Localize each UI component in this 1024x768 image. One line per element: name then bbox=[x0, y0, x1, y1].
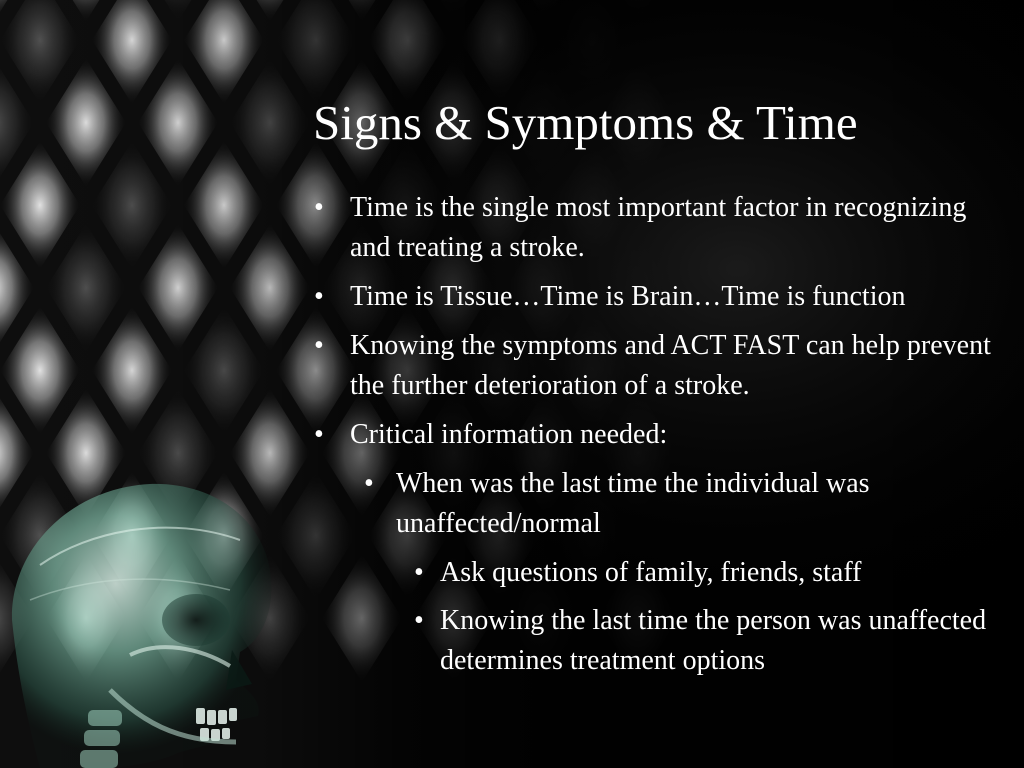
bullet-icon: • bbox=[364, 468, 374, 499]
bullet-icon: • bbox=[414, 605, 424, 636]
bullet-item bbox=[310, 415, 1010, 455]
bullet-text: Critical information needed: bbox=[350, 419, 668, 450]
bullet-item bbox=[310, 277, 1010, 317]
bullet-text: Time is the single most important factor in recognizing and treating a stroke. bbox=[350, 192, 967, 263]
bullet-item bbox=[310, 326, 1010, 406]
bullet-list bbox=[310, 188, 1010, 689]
bullet-text: Knowing the symptoms and ACT FAST can help prevent the further deterioration of a stroke. bbox=[350, 330, 991, 401]
bullet-icon: • bbox=[314, 192, 324, 223]
sub-sub-bullet-item bbox=[310, 553, 1010, 593]
bullet-icon: • bbox=[314, 330, 324, 361]
bullet-icon: • bbox=[414, 557, 424, 588]
slide-title: Signs & Symptoms & Time bbox=[313, 95, 858, 150]
bullet-text: When was the last time the individual was unaffected/normal bbox=[396, 468, 870, 539]
bullet-text: Knowing the last time the person was unaffected determines treatment options bbox=[440, 605, 987, 676]
bullet-text: Time is Tissue…Time is Brain…Time is function bbox=[350, 281, 906, 312]
bullet-text: Ask questions of family, friends, staff bbox=[440, 557, 862, 588]
bullet-item bbox=[310, 188, 1010, 268]
sub-sub-bullet-item bbox=[310, 601, 1000, 681]
bullet-icon: • bbox=[314, 281, 324, 312]
skull-xray-image bbox=[0, 470, 300, 768]
sub-bullet-item bbox=[310, 464, 1010, 544]
bullet-icon: • bbox=[314, 419, 324, 450]
